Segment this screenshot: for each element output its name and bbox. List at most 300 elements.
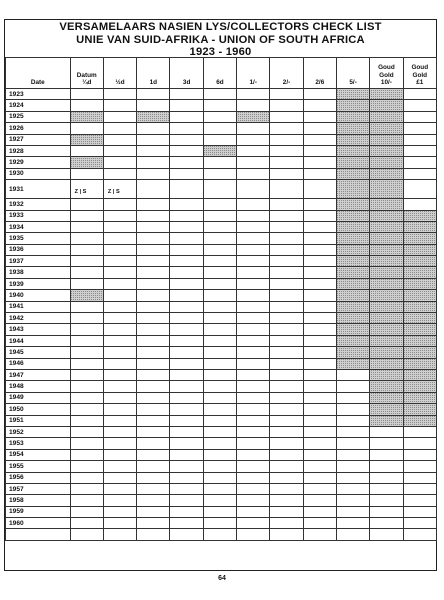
- column-header-11: [403, 58, 436, 89]
- shaded-cell: [370, 290, 403, 301]
- check-cell: [70, 210, 103, 221]
- check-cell: [137, 256, 170, 267]
- check-cell: [170, 381, 203, 392]
- table-row: [6, 369, 437, 380]
- check-cell: [237, 472, 270, 483]
- check-cell: [170, 256, 203, 267]
- check-cell: [203, 404, 236, 415]
- check-cell: [137, 221, 170, 232]
- shaded-cell: [336, 301, 369, 312]
- table-row: [6, 180, 437, 199]
- column-header-7: [270, 58, 303, 89]
- check-cell: [237, 495, 270, 506]
- check-cell: [203, 89, 236, 100]
- shaded-cell: [336, 168, 369, 179]
- check-cell: [270, 180, 303, 199]
- check-cell: [170, 472, 203, 483]
- column-header-3: [137, 58, 170, 89]
- check-cell: [270, 301, 303, 312]
- shaded-cell: [370, 267, 403, 278]
- shaded-cell: [336, 210, 369, 221]
- shaded-cell: [336, 358, 369, 369]
- check-cell: [203, 426, 236, 437]
- table-row: [6, 392, 437, 403]
- check-cell: [170, 244, 203, 255]
- check-cell: [137, 168, 170, 179]
- check-cell: [270, 358, 303, 369]
- check-cell: [336, 461, 369, 472]
- check-cell: [203, 278, 236, 289]
- table-row: [6, 506, 437, 517]
- check-cell: [70, 518, 103, 529]
- check-cell: [403, 100, 436, 111]
- check-cell: [70, 301, 103, 312]
- shaded-cell: [370, 168, 403, 179]
- check-cell: [370, 518, 403, 529]
- column-header-9: [336, 58, 369, 89]
- shaded-cell: [336, 267, 369, 278]
- check-cell: [270, 290, 303, 301]
- check-cell: [137, 157, 170, 168]
- check-cell: [237, 233, 270, 244]
- check-cell: [270, 324, 303, 335]
- column-header-text: Gold: [379, 71, 394, 79]
- shaded-cell: [370, 369, 403, 380]
- check-cell: [403, 157, 436, 168]
- shaded-cell: [403, 347, 436, 358]
- shaded-cell: [336, 335, 369, 346]
- year-cell: 1927: [6, 134, 71, 145]
- shaded-cell: [370, 100, 403, 111]
- title-line-1: VERSAMELAARS NASIEN LYS/COLLECTORS CHECK LIST: [59, 21, 382, 33]
- check-cell: [170, 157, 203, 168]
- check-cell: [203, 210, 236, 221]
- year-cell: 1957: [6, 483, 71, 494]
- title-line-2: UNIE VAN SUID-AFRIKA - UNION OF SOUTH AFRICA: [76, 33, 365, 46]
- check-cell: [203, 347, 236, 358]
- shaded-cell: [370, 89, 403, 100]
- check-cell: [403, 506, 436, 517]
- column-header-text: 1/-: [249, 78, 257, 86]
- check-cell: [270, 233, 303, 244]
- shaded-cell: [370, 145, 403, 156]
- check-cell: [270, 134, 303, 145]
- shaded-cell: [403, 369, 436, 380]
- check-cell: [170, 461, 203, 472]
- check-cell: [70, 438, 103, 449]
- column-header-6: [237, 58, 270, 89]
- check-cell: [203, 123, 236, 134]
- table-row: [6, 438, 437, 449]
- check-cell: [403, 449, 436, 460]
- year-cell: 1941: [6, 301, 71, 312]
- year-cell: 1944: [6, 335, 71, 346]
- check-cell: [270, 415, 303, 426]
- check-cell: [103, 111, 136, 122]
- check-cell: [137, 438, 170, 449]
- column-header-5: [203, 58, 236, 89]
- check-cell: [137, 313, 170, 324]
- check-cell: [170, 134, 203, 145]
- check-cell: [170, 335, 203, 346]
- check-cell: [270, 100, 303, 111]
- check-cell: [170, 180, 203, 199]
- check-cell: [237, 529, 270, 540]
- shaded-cell: [370, 221, 403, 232]
- check-cell: [237, 381, 270, 392]
- check-cell: [270, 438, 303, 449]
- check-cell: [170, 145, 203, 156]
- check-cell: [103, 495, 136, 506]
- check-cell: [270, 313, 303, 324]
- check-cell: [170, 210, 203, 221]
- table-row: [6, 472, 437, 483]
- check-cell: [170, 449, 203, 460]
- check-cell: [170, 347, 203, 358]
- column-header-text: 3d: [182, 78, 191, 86]
- shaded-cell: [336, 89, 369, 100]
- check-cell: [203, 157, 236, 168]
- year-cell: [6, 529, 71, 540]
- table-row: [6, 313, 437, 324]
- check-cell: [203, 256, 236, 267]
- year-cell: 1948: [6, 381, 71, 392]
- table-row: [6, 123, 437, 134]
- shaded-cell: [370, 180, 403, 199]
- check-cell: [270, 518, 303, 529]
- shaded-cell: [403, 313, 436, 324]
- check-cell: [103, 313, 136, 324]
- check-cell: [170, 168, 203, 179]
- check-cell: [203, 244, 236, 255]
- shaded-cell: [370, 415, 403, 426]
- shaded-cell: [336, 347, 369, 358]
- check-cell: [203, 233, 236, 244]
- year-cell: 1952: [6, 426, 71, 437]
- check-cell: [137, 324, 170, 335]
- check-cell: [137, 461, 170, 472]
- year-cell: 1947: [6, 369, 71, 380]
- check-cell: [137, 347, 170, 358]
- check-cell: [103, 449, 136, 460]
- table-row: [6, 301, 437, 312]
- check-cell: [137, 472, 170, 483]
- check-cell: [103, 301, 136, 312]
- check-cell: [70, 145, 103, 156]
- check-cell: [303, 495, 336, 506]
- shaded-cell: [403, 221, 436, 232]
- title-line-3: 1923 - 1960: [189, 46, 252, 58]
- check-cell: [237, 278, 270, 289]
- check-cell: [103, 134, 136, 145]
- shaded-cell: [403, 267, 436, 278]
- check-cell: [370, 449, 403, 460]
- check-cell: [170, 233, 203, 244]
- check-cell: [103, 145, 136, 156]
- check-cell: [403, 199, 436, 210]
- check-cell: [170, 404, 203, 415]
- check-cell: [237, 180, 270, 199]
- check-cell: [270, 89, 303, 100]
- check-cell: [303, 134, 336, 145]
- check-cell: [303, 168, 336, 179]
- shaded-cell: [370, 278, 403, 289]
- year-cell: 1932: [6, 199, 71, 210]
- shaded-cell: [370, 111, 403, 122]
- column-header-text: 5/-: [349, 78, 357, 86]
- check-cell: [303, 244, 336, 255]
- check-cell: [70, 168, 103, 179]
- year-cell: 1929: [6, 157, 71, 168]
- shaded-cell: [370, 324, 403, 335]
- check-cell: [203, 180, 236, 199]
- table-row: [6, 199, 437, 210]
- check-cell: [203, 415, 236, 426]
- check-cell: [70, 369, 103, 380]
- shaded-cell: [403, 244, 436, 255]
- check-cell: [170, 529, 203, 540]
- check-cell: [70, 199, 103, 210]
- check-cell: [403, 123, 436, 134]
- check-cell: [103, 157, 136, 168]
- check-cell: [237, 168, 270, 179]
- check-cell: [336, 369, 369, 380]
- check-cell: [170, 290, 203, 301]
- header-row: [6, 58, 437, 89]
- check-cell: [203, 483, 236, 494]
- check-cell: [170, 415, 203, 426]
- check-cell: [70, 358, 103, 369]
- check-cell: [137, 89, 170, 100]
- check-cell: [303, 461, 336, 472]
- check-cell: [303, 415, 336, 426]
- column-header-text: Goud: [378, 64, 395, 72]
- check-cell: [270, 461, 303, 472]
- shaded-cell: [336, 199, 369, 210]
- check-cell: [70, 244, 103, 255]
- check-cell: [103, 100, 136, 111]
- check-cell: [203, 529, 236, 540]
- check-cell: [103, 123, 136, 134]
- check-cell: [70, 506, 103, 517]
- check-cell: [270, 335, 303, 346]
- check-cell: [137, 199, 170, 210]
- check-cell: [403, 461, 436, 472]
- shaded-cell: [203, 145, 236, 156]
- table-row: [6, 461, 437, 472]
- check-cell: [303, 100, 336, 111]
- year-cell: 1956: [6, 472, 71, 483]
- check-cell: [237, 449, 270, 460]
- check-cell: [103, 415, 136, 426]
- check-cell: [137, 506, 170, 517]
- check-cell: [336, 392, 369, 403]
- check-cell: [237, 358, 270, 369]
- shaded-cell: [70, 111, 103, 122]
- shaded-cell: [137, 111, 170, 122]
- shaded-cell: [336, 233, 369, 244]
- table-row: [6, 100, 437, 111]
- check-cell: [203, 221, 236, 232]
- check-cell: [170, 506, 203, 517]
- shaded-cell: [370, 381, 403, 392]
- table-row: [6, 335, 437, 346]
- column-header-1: [70, 58, 103, 89]
- check-cell: [103, 335, 136, 346]
- shaded-cell: [370, 358, 403, 369]
- shaded-cell: [370, 157, 403, 168]
- check-cell: [137, 415, 170, 426]
- shaded-cell: [70, 290, 103, 301]
- shaded-cell: [370, 244, 403, 255]
- column-header-2: [103, 58, 136, 89]
- check-cell: [237, 438, 270, 449]
- check-cell: [137, 180, 170, 199]
- check-cell: [170, 483, 203, 494]
- shaded-cell: [70, 134, 103, 145]
- check-cell: [270, 157, 303, 168]
- column-header-10: [370, 58, 403, 89]
- check-cell: [103, 426, 136, 437]
- year-cell: 1959: [6, 506, 71, 517]
- check-cell: [270, 506, 303, 517]
- year-cell: 1937: [6, 256, 71, 267]
- check-cell: [370, 461, 403, 472]
- table-row: [6, 404, 437, 415]
- check-cell: [70, 256, 103, 267]
- check-cell: [336, 472, 369, 483]
- table-row: [6, 111, 437, 122]
- check-cell: [137, 495, 170, 506]
- check-cell: [303, 438, 336, 449]
- check-cell: [303, 483, 336, 494]
- check-cell: [103, 89, 136, 100]
- check-cell: [270, 369, 303, 380]
- shaded-cell: [403, 404, 436, 415]
- check-cell: [203, 267, 236, 278]
- year-cell: 1938: [6, 267, 71, 278]
- check-cell: [237, 244, 270, 255]
- check-cell: [270, 267, 303, 278]
- column-header-text: 6d: [216, 78, 224, 86]
- column-header-text: 1d: [149, 78, 158, 86]
- check-cell: [303, 180, 336, 199]
- check-cell: [303, 506, 336, 517]
- shaded-cell: [336, 221, 369, 232]
- check-cell: [203, 392, 236, 403]
- check-cell: [403, 426, 436, 437]
- check-cell: [303, 199, 336, 210]
- shaded-cell: [336, 290, 369, 301]
- check-cell: [270, 347, 303, 358]
- table-row: [6, 145, 437, 156]
- check-cell: [170, 111, 203, 122]
- column-header-4: [170, 58, 203, 89]
- check-cell: [103, 221, 136, 232]
- check-cell: [336, 404, 369, 415]
- table-row: [6, 324, 437, 335]
- check-cell: [203, 100, 236, 111]
- check-cell: [403, 134, 436, 145]
- shaded-cell: [403, 210, 436, 221]
- check-cell: [137, 290, 170, 301]
- check-cell: [303, 256, 336, 267]
- check-cell: [170, 313, 203, 324]
- check-cell: [70, 180, 103, 199]
- shaded-cell: [403, 324, 436, 335]
- check-cell: [170, 267, 203, 278]
- check-cell: [203, 495, 236, 506]
- check-cell: [237, 461, 270, 472]
- variety-mark: Z | S: [107, 189, 120, 196]
- check-cell: [170, 278, 203, 289]
- check-cell: [170, 392, 203, 403]
- check-cell: [336, 381, 369, 392]
- year-cell: 1925: [6, 111, 71, 122]
- check-cell: [303, 369, 336, 380]
- check-cell: [303, 157, 336, 168]
- check-cell: [237, 301, 270, 312]
- check-cell: [270, 145, 303, 156]
- shaded-cell: [403, 358, 436, 369]
- check-cell: [103, 438, 136, 449]
- check-cell: [303, 449, 336, 460]
- check-cell: [336, 506, 369, 517]
- shaded-cell: [237, 111, 270, 122]
- check-cell: [336, 483, 369, 494]
- check-cell: [203, 506, 236, 517]
- check-cell: [370, 426, 403, 437]
- check-cell: [336, 438, 369, 449]
- shaded-cell: [336, 256, 369, 267]
- check-cell: [270, 210, 303, 221]
- check-cell: [137, 145, 170, 156]
- table-row: [6, 267, 437, 278]
- table-row: [6, 529, 437, 540]
- shaded-cell: [370, 404, 403, 415]
- check-cell: [137, 278, 170, 289]
- check-cell: [103, 210, 136, 221]
- check-cell: [403, 168, 436, 179]
- check-cell: [403, 145, 436, 156]
- shaded-cell: [370, 199, 403, 210]
- table-row: [6, 89, 437, 100]
- check-cell: [170, 358, 203, 369]
- check-cell: [303, 123, 336, 134]
- check-cell: [237, 199, 270, 210]
- check-cell: [303, 89, 336, 100]
- shaded-cell: [336, 100, 369, 111]
- check-cell: [270, 426, 303, 437]
- check-cell: [170, 199, 203, 210]
- shaded-cell: [403, 392, 436, 403]
- check-cell: [70, 324, 103, 335]
- check-cell: [303, 358, 336, 369]
- year-cell: 1951: [6, 415, 71, 426]
- check-cell: [237, 313, 270, 324]
- shaded-cell: [336, 134, 369, 145]
- check-cell: [137, 426, 170, 437]
- year-cell: 1931: [6, 180, 71, 199]
- check-cell: [70, 381, 103, 392]
- check-cell: [270, 495, 303, 506]
- check-cell: [103, 278, 136, 289]
- year-cell: 1953: [6, 438, 71, 449]
- table-row: [6, 495, 437, 506]
- year-cell: 1926: [6, 123, 71, 134]
- shaded-cell: [403, 301, 436, 312]
- check-cell: [403, 472, 436, 483]
